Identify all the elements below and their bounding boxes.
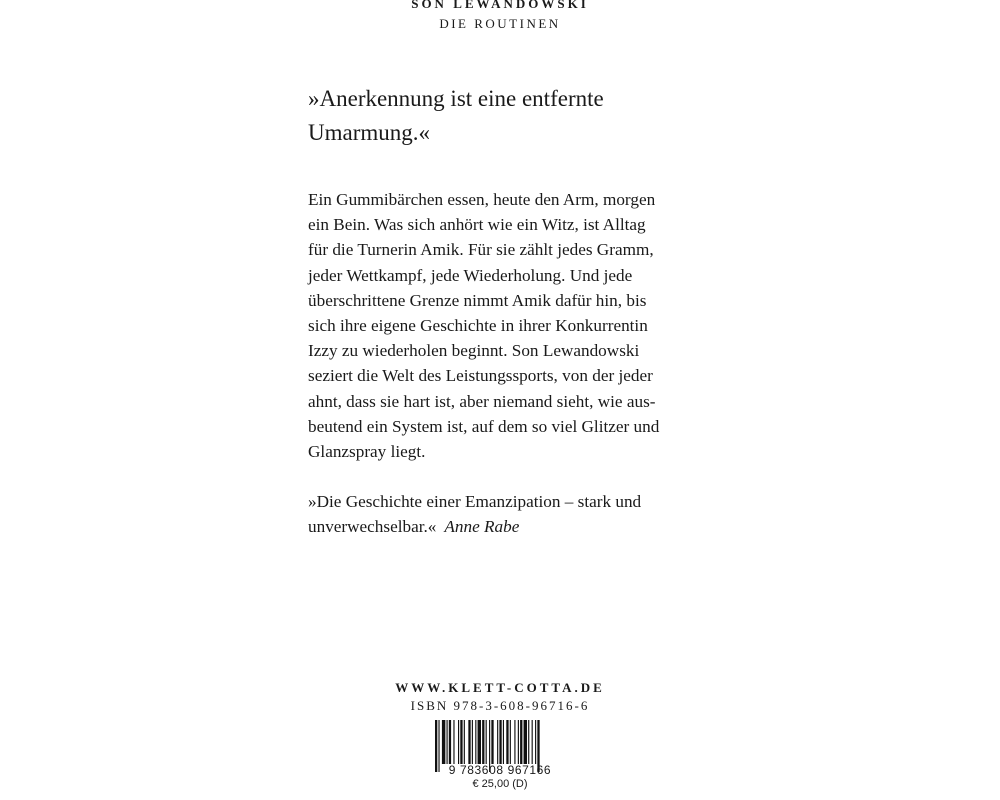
cover-footer [0,680,1000,790]
cover-header [0,0,1000,32]
blurb-line: seziert die Welt des Leistungssports, von der jeder [308,366,653,386]
headline-line: »Anerkennung ist eine entfernte [308,86,604,111]
blurb-line: Ein Gummibärchen essen, heute den Arm, morgen [308,190,656,209]
quote-line-with-attribution [308,514,708,539]
blurb-line: für die Turnerin Amik. Für sie zählt jedes Gramm, [308,240,654,260]
quote-attribution: Anne Rabe [444,517,520,537]
barcode-bar [482,720,484,764]
barcode-bar [506,720,508,764]
barcode-bar [475,720,476,764]
blurb-paragraph [308,187,708,464]
barcode-bar [532,720,533,764]
blurb-line: Izzy zu wiederholen beginnt. Son Lewandowski [308,341,640,361]
barcode-bar [460,720,462,764]
barcode-bar [458,720,459,764]
book-title: DIE ROUTINEN [439,16,561,31]
barcode-bar [503,720,504,764]
blurb-line: sich ihre eigene Geschichte in ihrer Konkurrentin [308,316,648,336]
barcode-bar [478,720,481,764]
barcode-bar [535,720,536,764]
barcode-bar [442,720,445,764]
barcode-bar [528,720,529,764]
barcode-bar [449,720,451,764]
barcode [425,720,575,780]
barcode-bar [499,720,501,764]
price-label: € 25,00 (D) [472,778,528,790]
barcode-bar [447,720,448,764]
blurb-line: ahnt, dass sie hart ist, aber niemand sieht, wie aus- [308,391,656,411]
headline-line: Umarmung.« [308,120,431,145]
barcode-bar [468,720,470,764]
barcode-bar [497,720,498,764]
blurb-line: jeder Wettkampf, jede Wiederholung. Und jede [308,265,633,285]
barcode-bar [486,720,487,764]
barcode-bar [520,720,522,764]
barcode-bar [453,720,454,764]
barcode-bar [510,720,511,764]
quote-line: »Die Geschichte einer Emanzipation – stark und [308,492,642,512]
blurb-line: ein Bein. Was sich anhört wie ein Witz, ist Alltag [308,215,646,235]
barcode-bar [518,720,519,764]
blurb-line: beutend ein System ist, auf dem so viel Glitzer und [308,416,660,436]
barcode-bar [514,720,515,764]
barcode-digits: 9 783608 967166 [448,763,552,777]
barcode-bar [491,720,493,764]
headline-quote [308,82,708,150]
review-quote [308,489,708,539]
isbn-number: ISBN 978-3-608-96716-6 [410,698,590,713]
barcode-bar [524,720,527,764]
back-cover-text [308,82,708,540]
quote-line: unverwechselbar.« [308,517,437,537]
barcode-bar [464,720,465,764]
blurb-line: Glanzspray liegt. [308,442,426,462]
barcode-bar [472,720,473,764]
author-name: SON LEWANDOWSKI [411,0,589,11]
blurb-line: überschrittene Grenze nimmt Amik dafür hin, bis [308,290,647,310]
publisher-website: WWW.KLETT-COTTA.DE [395,680,605,695]
